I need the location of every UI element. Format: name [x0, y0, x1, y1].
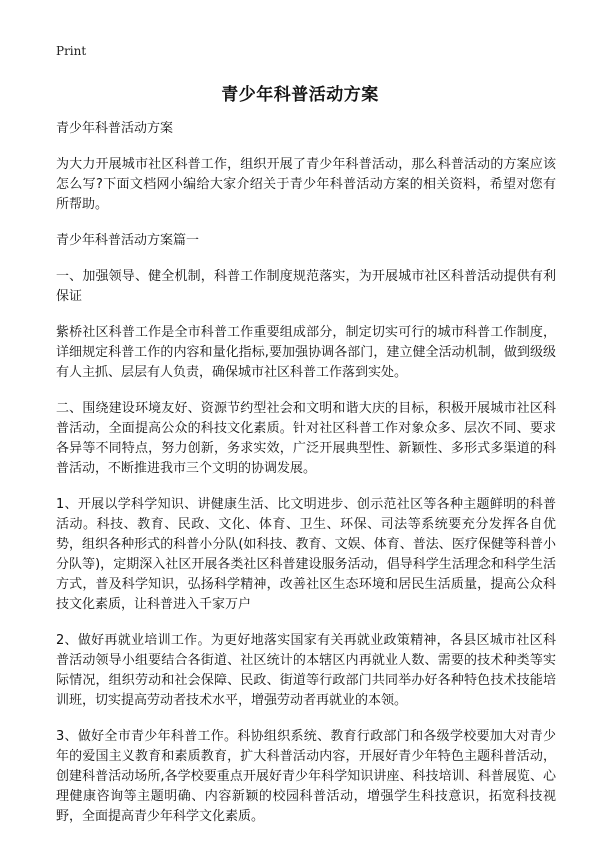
document-body: [56, 119, 556, 843]
print-link[interactable]: Print: [56, 44, 87, 58]
paragraph-item-2: 2、做好再就业培训工作。为更好地落实国家有关再就业政策精神，各县区城市社区科普活动领导小组要结合各街道、社区统计的本辖区内再就业人数、需要的技术种类等实际情况，组织劳动和社会保障、民政、街道等行政部门共同举办好各种特色技术技能培训班，切实提高劳动者技术水平，增强劳动者再就业的本领。: [56, 633, 556, 708]
paragraph-item-3: 3、做好全市青少年科普工作。科协组织系统、教育行政部门和各级学校要加大对青少年的爱国主义教育和素质教育，扩大科普活动内容，开展好青少年特色主题科普活动，创建科普活动场所,各学校要重点开展好青少年科学知识讲座、科技培训、科普展览、心理健康咨询等主题明确、内容新颖的校园科普活动，增强学生科技意识，拓宽科技视野，全面提高青少年科学文化素质。: [56, 729, 556, 824]
paragraph-subtitle: 青少年科普活动方案: [56, 121, 174, 136]
document-title: 青少年科普活动方案: [221, 85, 379, 105]
paragraph-point-two: 二、围绕建设环境友好、资源节约型社会和文明和谐大庆的目标，积极开展城市社区科普活动，全面提高公众的科技文化素质。针对社区科普工作对象众多、层次不同、要求各异等不同特点，努力创新，务求实效，广泛开展典型性、新颖性、多形式多渠道的科普活动，不断推进我市三个文明的协调发展。: [56, 401, 556, 476]
paragraph-intro: 为大力开展城市社区科普工作，组织开展了青少年科普活动，那么科普活动的方案应该怎么写?下面文档网小编给大家介绍关于青少年科普活动方案的相关资料，希望对您有所帮助。: [56, 157, 556, 212]
paragraph-point-one: 一、加强领导、健全机制，科普工作制度规范落实，为开展城市社区科普活动提供有利保证: [56, 269, 556, 304]
paragraph-item-1: 1、开展以学科学知识、讲健康生活、比文明进步、创示范社区等各种主题鲜明的科普活动。科技、教育、民政、文化、体育、卫生、环保、司法等系统要充分发挥各自优势，组织各种形式的科普小分队(如科技、教育、文娱、体育、普法、医疗保健等科普小分队等)，定期深入社区开展各类社区科普建设服务活动，倡导科学生活理念和科学生活方式，普及科学知识，弘扬科学精神，改善社区生态环境和居民生活质量，提高公众科技文化素质，让科普进入千家万户: [56, 497, 556, 612]
paragraph-section-heading: 青少年科普活动方案篇一: [56, 233, 200, 248]
paragraph-community-work: 紫桥社区科普工作是全市科普工作重要组成部分，制定切实可行的城市科普工作制度，详细规定科普工作的内容和量化指标,要加强协调各部门，建立健全活动机制，做到级级有人主抓、层层有人负责，确保城市社区科普工作落到实处。: [56, 325, 556, 380]
